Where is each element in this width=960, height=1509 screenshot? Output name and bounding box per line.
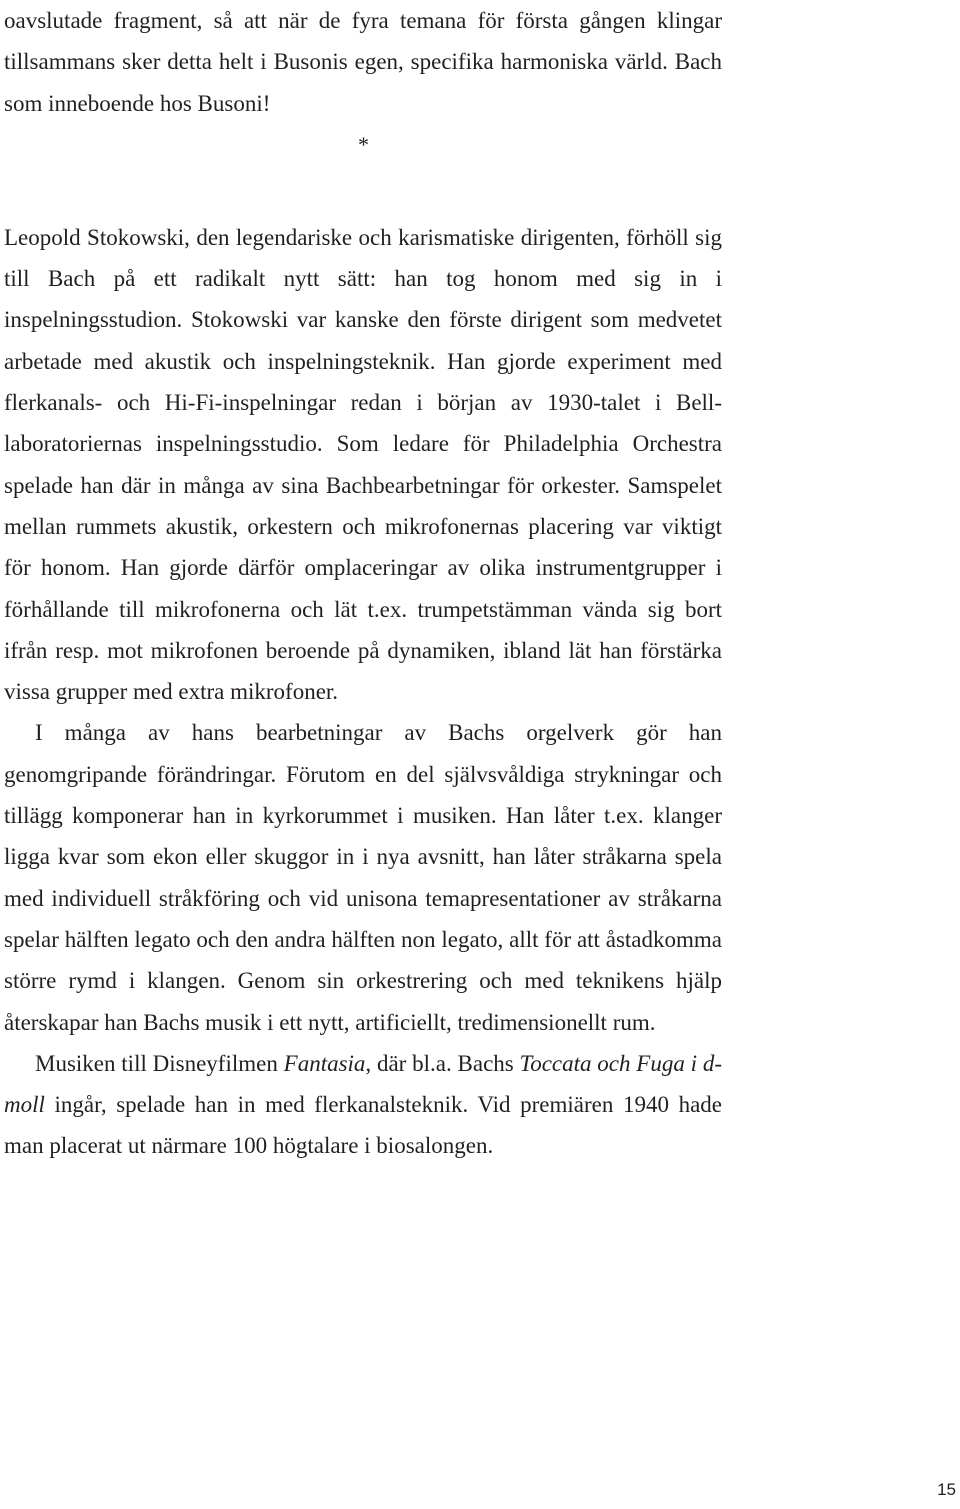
fantasia-film-title: Fantasia (283, 1050, 366, 1076)
asterisk-separator: * (358, 131, 369, 157)
stokowski-paragraph-rest: Stokowski var kanske den förste dirigent som medvetet arbetade med akustik och inspelningsteknik. Han gjorde experiment med flerkanals- och Hi-Fi-inspelningar redan i början av 1930-talet i Bell-laboratoriernas inspelningsstudio. Som ledare för Philadelphia Orchestra spelade han där in många av sina Bachbearbetningar för orkester. Samspelet mellan rummets akustik, orkestern och mikrofonernas placering var viktigt för honom. Han gjorde därför omplaceringar av olika instrumentgrupper i förhållande till mikrofonerna och lät t.ex. trumpetstämman vända sig bort ifrån resp. mot mikrofonen beroende på dynamiken, ibland lät han förstärka vissa grupper med extra mikrofoner. (4, 307, 722, 705)
orgelverk-paragraph: I många av hans bearbetningar av Bachs orgelverk gör han genomgripande förändringar. Förutom en del självsvåldiga strykningar och tillägg komponerar han in kyrkorummet i musiken. Han låter t.ex. klanger ligga kvar som ekon eller skuggor in i nya avsnitt, han låter stråkarna spela med individuell stråkföring och vid unisona temapresentationer av stråkarna spelar hälften legato och den andra hälften non legato, allt för att åstadkomma större rymd i klangen. Genom sin orkestrering och med teknikens hjälp återskapar han Bachs musik i ett nytt, artificiellt, tredimensionellt rum. (4, 720, 722, 1035)
fantasia-text-2: , där bl.a. Bachs (365, 1050, 520, 1076)
fantasia-text-3: ingår, spelade han in med flerkanalsteknik. Vid premiären 1940 hade man placerat ut närmare 100 högtalare i biosalongen. (4, 1092, 722, 1159)
intro-paragraph: oavslutade fragment, så att när de fyra temana för första gången klingar tillsammans sker detta helt i Busonis egen, specifika harmoniska värld. Bach som inneboende hos Busoni! (4, 8, 722, 116)
page-body (4, 0, 722, 1167)
stokowski-paragraph-lead: Leopold Stokowski, den legendariske och karismatiske dirigenten, förhöll sig till Bach på ett radikalt nytt sätt: han tog honom med sig in i inspelningsstudion. (4, 224, 722, 333)
toccata-work-title: Toccata och Fuga i d-moll (4, 1050, 722, 1118)
fantasia-paragraph (4, 1043, 722, 1167)
section-separator (0, 124, 722, 217)
page-number: 15 (937, 1480, 956, 1499)
stokowski-paragraph (4, 217, 722, 713)
fantasia-text-1: Musiken till Disneyfilmen (35, 1050, 284, 1076)
